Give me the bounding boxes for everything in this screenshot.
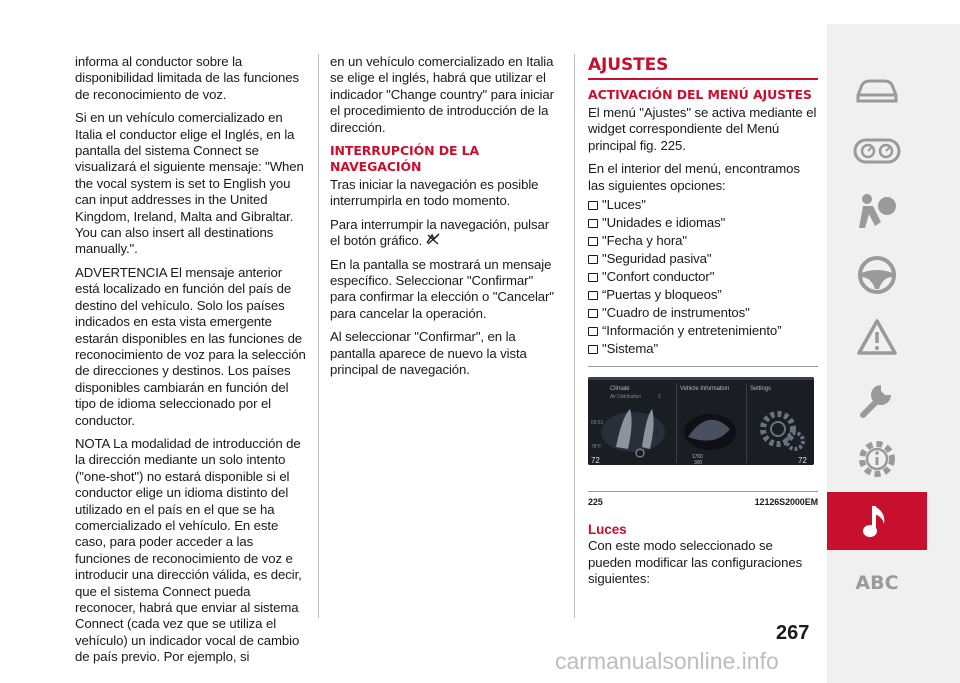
paragraph: Al seleccionar "Confirmar", en la pantalla aparece de nuevo la vista principal de navegación. xyxy=(330,329,527,378)
subsection-title: ACTIVACIÓN DEL MENÚ AJUSTES xyxy=(588,87,812,102)
paragraph: en un vehículo comercializado en Italia se elige el inglés, habrá que utilizar el indicador "Change country" para iniciar el procedimiento de introducción de la dirección. xyxy=(330,54,554,135)
figure-code: 12126S2000EM xyxy=(754,497,818,508)
column-divider xyxy=(318,54,319,618)
list-item: "Confort conductor" xyxy=(588,268,818,286)
stop-navigation-icon xyxy=(426,233,440,248)
options-list xyxy=(588,196,818,358)
screen-time: 09:53 xyxy=(591,420,604,427)
list-item: “Puertas y bloqueos” xyxy=(588,286,818,304)
watermark: carmanualsonline.info xyxy=(555,648,779,674)
list-item: "Cuadro de instrumentos" xyxy=(588,304,818,322)
paragraph: informa al conductor sobre la disponibilidad limitada de las funciones de reconocimiento de voz. xyxy=(75,54,299,102)
music-note-icon[interactable] xyxy=(827,492,927,550)
paragraph: NOTA La modalidad de introducción de la dirección mediante un solo intento ("one-shot") no estará disponible si el conductor elige un idioma distinto del utilizado en el país en el que se ha comercializado el vehículo. En este caso, para poder acceder a las funciones de reconocimiento de voz e introducir una dirección válida, es decir, que el sistema Connect pueda reconocer, habrá que enviar al sistema Connect (cada vez que se utiliza el vehículo) un indicador vocal de cambio de país previo. Por ejemplo, si xyxy=(75,435,302,665)
paragraph: En el interior del menú, encontramos las siguientes opciones: xyxy=(588,161,800,193)
paragraph-text: Para interrumpir la navegación, pulsar el botón gráfico. xyxy=(330,216,550,249)
section-title: AJUSTES xyxy=(588,55,669,75)
screen-label-settings: Settings xyxy=(750,386,771,393)
list-item: "Fecha y hora" xyxy=(588,232,818,250)
screen-temp-left: 72 xyxy=(591,456,600,466)
abc-index-label[interactable] xyxy=(827,554,927,612)
paragraph: Si en un vehículo comercializado en Italia el conductor elige el Inglés, en la pantalla del sistema Connect se visualizará el siguiente mensaje: "When the vocal system is set to English you can input addresses in the United Kingdom, Ireland, Malta and Gibraltar. You can also insert all destinations manually.". xyxy=(75,110,304,257)
warning-triangle-icon[interactable] xyxy=(827,308,927,366)
figure-infotainment-screen xyxy=(588,377,814,465)
text-column-2 xyxy=(330,54,560,386)
text-column-3 xyxy=(588,54,818,595)
paragraph: Tras iniciar la navegación es posible interrumpirla en todo momento. xyxy=(330,177,539,209)
paragraph: En la pantalla se mostrará un mensaje específico. Seleccionar "Confirmar" para confirmar la elección o "Cancelar" para cancelar la operación. xyxy=(330,256,554,321)
list-item: “Información y entretenimiento” xyxy=(588,322,818,340)
screen-label-climate: Climate xyxy=(610,386,630,393)
paragraph: El menú "Ajustes" se activa mediante el widget correspondiente del Menú principal fig. 225. xyxy=(588,105,817,153)
abc-text: ABC xyxy=(855,572,899,594)
screen-range-2: 300 xyxy=(694,460,703,466)
column-divider xyxy=(574,54,575,618)
subsection-title-luces: Luces xyxy=(588,522,627,538)
settings-gear-icon[interactable] xyxy=(827,430,927,488)
paragraph xyxy=(330,217,560,250)
figure-number: 225 xyxy=(588,497,603,508)
screen-label-vehicle-information: Vehicle Information xyxy=(680,386,730,393)
list-item: "Unidades e idiomas" xyxy=(588,214,818,232)
wrench-icon[interactable] xyxy=(827,370,927,428)
list-item: "Luces" xyxy=(588,196,818,214)
dashboard-gauges-icon[interactable] xyxy=(827,122,927,180)
screen-fan-level: 2 xyxy=(658,394,661,401)
figure-caption xyxy=(588,491,818,510)
screen-outside-temp: 78°F xyxy=(591,444,602,451)
title-underline xyxy=(588,78,818,80)
chapter-sidebar xyxy=(827,24,960,683)
screen-temp-right: 72 xyxy=(798,456,807,466)
figure-top-rule xyxy=(588,366,818,367)
paragraph: Con este modo seleccionado se pueden modificar las configuraciones siguientes: xyxy=(588,538,803,587)
screen-range: 1700 xyxy=(692,454,703,461)
paragraph: ADVERTENCIA El mensaje anterior está localizado en función del país de destino del vehículo. Solo los países indicados en esta vista emergente estarán disponibles en las funciones de reconocimiento de voz para la selección de direcciones y destinos. Los países disponibles cambiarán en función del tipo de idioma seleccionado por el conductor. xyxy=(75,264,306,428)
list-item: "Sistema" xyxy=(588,340,818,358)
section-heading: INTERRUPCIÓN DE LA NAVEGACIÓN xyxy=(330,143,480,175)
car-icon[interactable] xyxy=(827,61,927,119)
list-item: "Seguridad pasiva" xyxy=(588,250,818,268)
screen-label-air-distribution: Air Distribution xyxy=(610,394,641,401)
text-column-1 xyxy=(75,54,307,673)
page-number: 267 xyxy=(776,622,810,644)
steering-wheel-icon[interactable] xyxy=(827,246,927,304)
airbag-safety-icon[interactable] xyxy=(827,183,927,241)
